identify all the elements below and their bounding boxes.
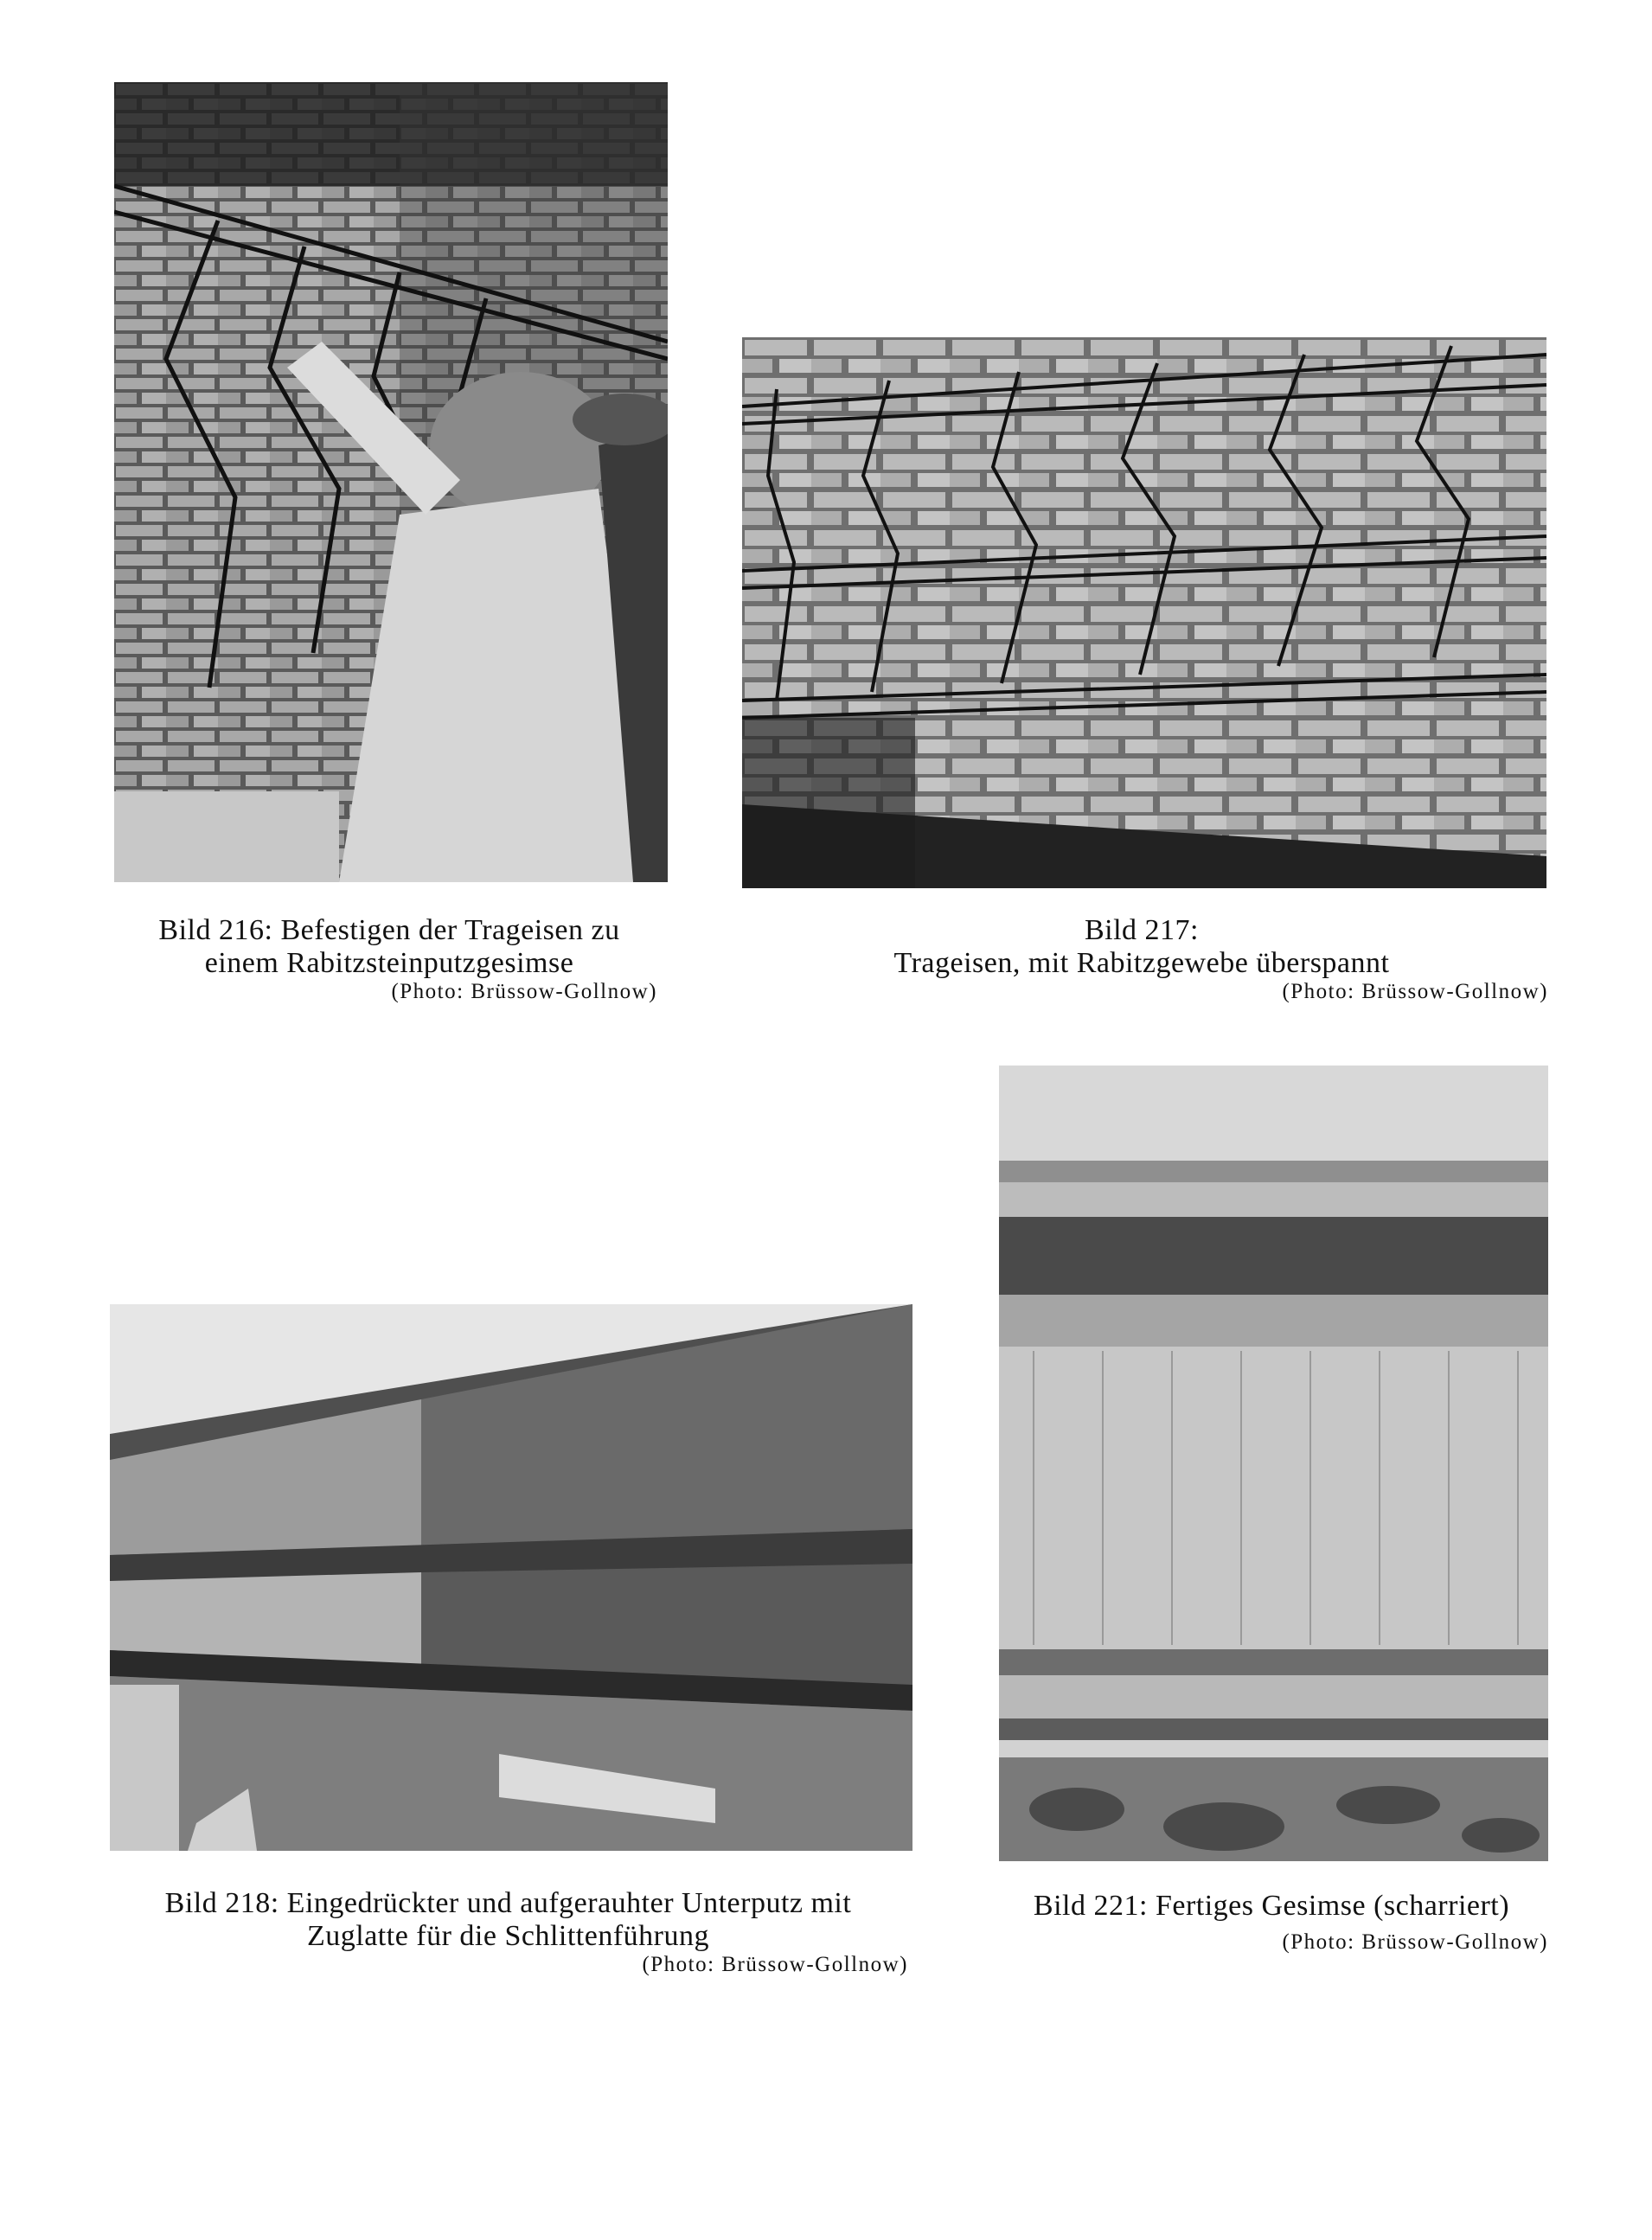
caption-216-line1: Bild 216: Befestigen der Trageisen zu [158,914,620,946]
photo-221-graphic [999,1066,1548,1861]
photo-217-iron-frame-with-mesh [742,337,1546,888]
caption-217-line2: Trageisen, mit Rabitzgewebe überspannt [893,947,1390,979]
photo-218-graphic [110,1304,912,1851]
caption-218-line2: Zuglatte für die Schlittenführung [307,1920,709,1952]
photo-216-worker-fixing-iron-brackets [114,82,668,882]
caption-216-line2: einem Rabitzsteinputzgesimse [204,947,574,979]
credit-217: (Photo: Brüssow-Gollnow) [1282,980,1548,1003]
caption-217 [830,914,1453,980]
caption-221-line1: Bild 221: Fertiges Gesimse (scharriert) [1033,1890,1510,1922]
caption-217-line1: Bild 217: [1084,914,1200,946]
caption-218 [99,1887,917,1953]
photo-218-rough-undercoat-with-guide-lath [110,1304,912,1851]
credit-221: (Photo: Brüssow-Gollnow) [1282,1930,1548,1954]
credit-216: (Photo: Brüssow-Gollnow) [391,980,657,1003]
caption-216 [108,914,670,980]
photo-216-graphic [114,82,668,882]
photo-221-finished-cornice [999,1066,1548,1861]
credit-218: (Photo: Brüssow-Gollnow) [642,1953,908,1976]
photo-217-graphic [742,337,1546,888]
caption-218-line1: Bild 218: Eingedrückter und aufgerauhter Unterputz mit [164,1887,852,1919]
caption-221 [986,1890,1557,1923]
